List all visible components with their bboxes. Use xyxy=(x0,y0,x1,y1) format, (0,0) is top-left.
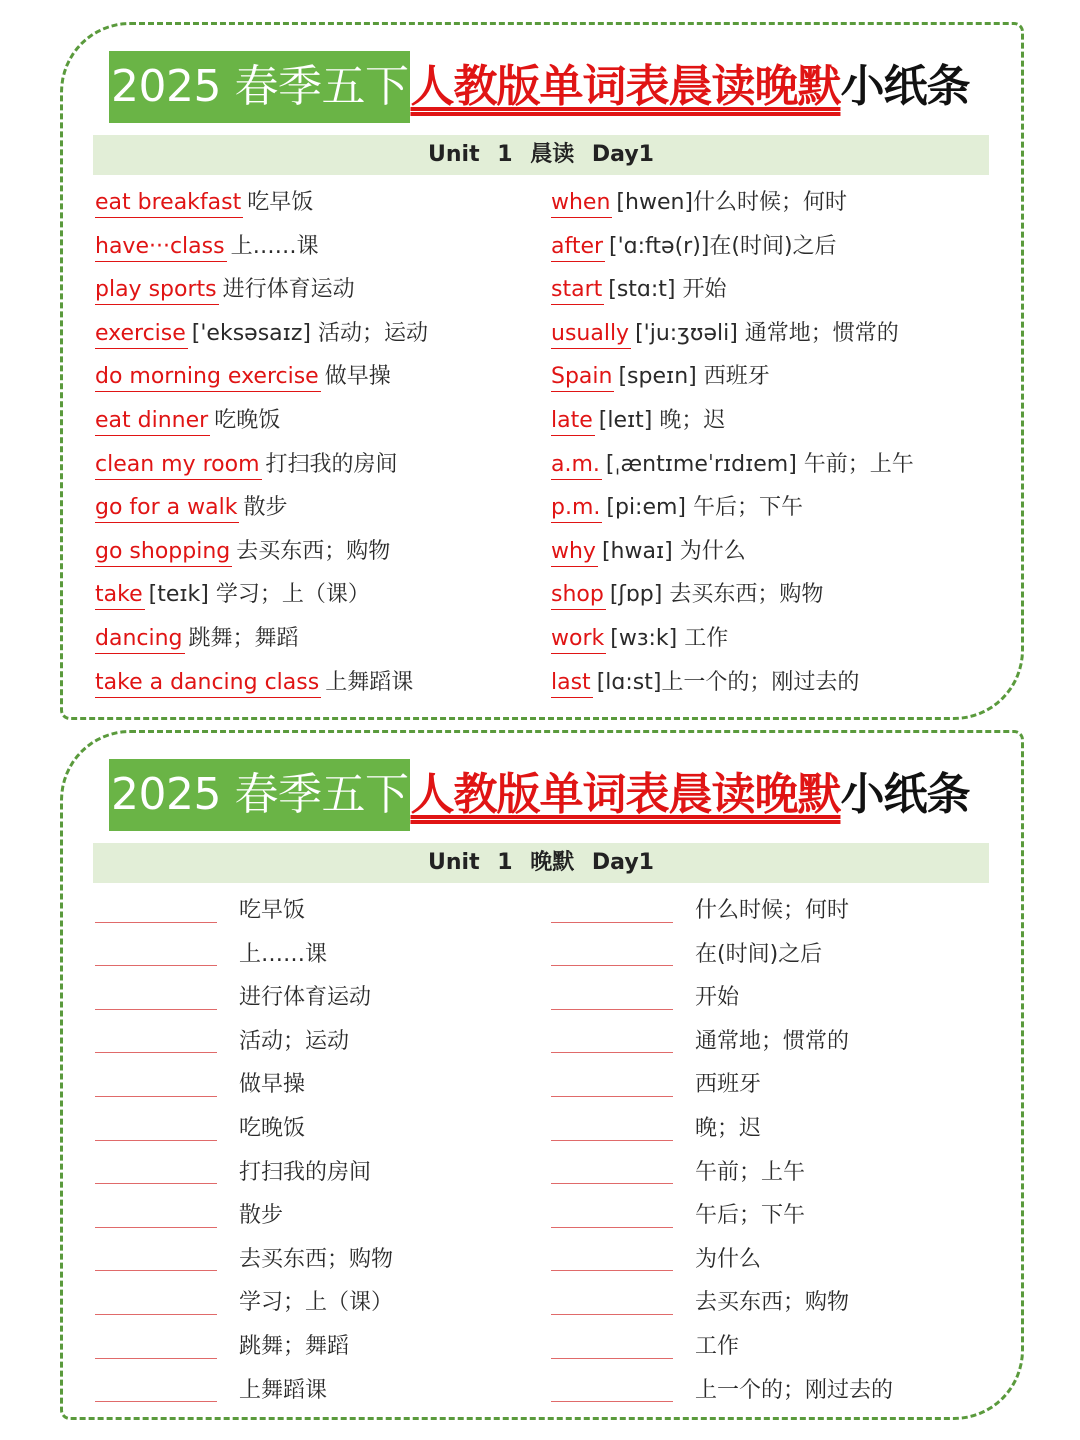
answer-blank[interactable] xyxy=(95,1118,217,1141)
answer-blank[interactable] xyxy=(551,1292,673,1315)
english-word: why xyxy=(551,538,598,567)
dictation-row xyxy=(95,1373,327,1409)
meaning-text: 上一个的；刚过去的 xyxy=(695,1377,894,1403)
meaning-text: 晚；迟 xyxy=(695,1116,762,1141)
vocab-row xyxy=(551,316,899,352)
dictation-row xyxy=(95,1155,371,1191)
dictation-row xyxy=(551,1242,761,1278)
vocab-row xyxy=(95,359,391,395)
dictation-row xyxy=(95,1285,393,1321)
answer-blank[interactable] xyxy=(551,1074,673,1097)
dictation-row xyxy=(551,893,849,929)
dictation-row xyxy=(95,937,327,973)
title-black-part: 小纸条 xyxy=(840,61,970,112)
english-word: work xyxy=(551,625,606,654)
title-red-part: 人教版单词表晨读晚默 xyxy=(410,61,841,112)
meaning-text: 吃晚饭 xyxy=(239,1116,306,1141)
english-word: eat breakfast xyxy=(95,189,243,218)
answer-blank[interactable] xyxy=(95,900,217,923)
answer-blank[interactable] xyxy=(95,1379,217,1402)
meaning-text: 午后；下午 xyxy=(695,1203,806,1229)
english-word: late xyxy=(551,407,595,436)
answer-blank[interactable] xyxy=(95,1074,217,1097)
meaning-text: 午前；上午 xyxy=(695,1159,806,1185)
vocab-row xyxy=(95,577,370,613)
english-word: take xyxy=(95,581,145,610)
answer-blank[interactable] xyxy=(95,1161,217,1184)
meaning-text: 进行体育运动 xyxy=(222,277,355,303)
english-word: go shopping xyxy=(95,538,232,567)
vocab-row xyxy=(95,185,313,221)
answer-blank[interactable] xyxy=(551,1205,673,1228)
meaning-text: 在(时间)之后 xyxy=(695,941,823,967)
english-word: eat dinner xyxy=(95,407,210,436)
meaning-text: 上舞蹈课 xyxy=(325,669,414,695)
meaning-text: 跳舞；舞蹈 xyxy=(188,626,299,651)
vocab-row xyxy=(551,490,803,526)
meaning-text: 进行体育运动 xyxy=(239,985,372,1011)
vocab-row xyxy=(95,316,428,352)
meaning-text: 上……课 xyxy=(230,233,319,259)
answer-blank[interactable] xyxy=(551,1379,673,1402)
answer-blank[interactable] xyxy=(551,1161,673,1184)
dictation-row xyxy=(551,980,739,1016)
evening-dictation-card xyxy=(60,730,1024,1420)
answer-blank[interactable] xyxy=(551,987,673,1010)
dictation-row xyxy=(551,1373,893,1409)
meaning-text: 通常地；惯常的 xyxy=(695,1028,850,1054)
english-word: when xyxy=(551,189,612,218)
unit-band: Unit 1 晚默 Day1 xyxy=(93,843,989,883)
vocab-row xyxy=(551,403,725,439)
answer-blank[interactable] xyxy=(95,1205,217,1228)
dictation-row xyxy=(551,1111,761,1147)
dictation-row xyxy=(95,1024,349,1060)
title-green-part: 2025 春季五下 xyxy=(109,759,410,831)
meaning-text: ['ju:ʒʊəli] 通常地；惯常的 xyxy=(635,320,899,346)
meaning-text: ['eksəsaɪz] 活动；运动 xyxy=(191,320,428,346)
vocab-row xyxy=(95,490,287,526)
dictation-row xyxy=(95,980,371,1016)
meaning-text: 学习；上（课） xyxy=(239,1290,394,1316)
vocab-row xyxy=(551,577,823,613)
english-word: start xyxy=(551,276,604,305)
meaning-text: 上……课 xyxy=(239,941,328,967)
english-word: clean my room xyxy=(95,451,262,480)
meaning-text: [ˌæntɪmeˈrɪdɪem] 午前；上午 xyxy=(605,451,914,477)
english-word: have···class xyxy=(95,233,227,262)
title-red-part: 人教版单词表晨读晚默 xyxy=(410,769,841,820)
vocab-row xyxy=(551,621,728,657)
answer-blank[interactable] xyxy=(551,1336,673,1359)
english-word: p.m. xyxy=(551,494,602,523)
card-title xyxy=(109,51,989,123)
meaning-text: 散步 xyxy=(239,1203,284,1229)
meaning-text: 活动；运动 xyxy=(239,1028,350,1054)
dictation-row xyxy=(95,1242,393,1278)
meaning-text: 散步 xyxy=(243,495,288,521)
english-word: do morning exercise xyxy=(95,363,321,392)
meaning-text: [ʃɒp] 去买东西；购物 xyxy=(609,582,824,608)
meaning-text: [speɪn] 西班牙 xyxy=(618,364,770,390)
meaning-text: 什么时候；何时 xyxy=(695,898,850,923)
answer-blank[interactable] xyxy=(551,1118,673,1141)
meaning-text: [hwaɪ] 为什么 xyxy=(601,538,746,564)
meaning-text: 上舞蹈课 xyxy=(239,1377,328,1403)
english-word: play sports xyxy=(95,276,219,305)
meaning-text: 做早操 xyxy=(324,364,391,390)
vocab-row xyxy=(551,185,847,221)
answer-blank[interactable] xyxy=(95,987,217,1010)
dictation-row xyxy=(551,1024,849,1060)
vocab-row xyxy=(95,229,319,265)
english-word: exercise xyxy=(95,320,188,349)
meaning-text: 打扫我的房间 xyxy=(239,1159,372,1185)
meaning-text: [lɑ:st]上一个的；刚过去的 xyxy=(596,669,860,695)
vocab-row xyxy=(95,272,355,308)
vocab-row xyxy=(551,359,770,395)
dictation-row xyxy=(551,937,822,973)
answer-blank[interactable] xyxy=(551,943,673,966)
title-green-part: 2025 春季五下 xyxy=(109,51,410,123)
meaning-text: 吃早饭 xyxy=(247,190,314,215)
meaning-text: 为什么 xyxy=(695,1246,762,1272)
answer-blank[interactable] xyxy=(95,1336,217,1359)
dictation-row xyxy=(95,1111,305,1147)
answer-blank[interactable] xyxy=(551,1248,673,1271)
answer-blank[interactable] xyxy=(95,1248,217,1271)
dictation-row xyxy=(551,1329,739,1365)
english-word: a.m. xyxy=(551,451,602,480)
english-word: go for a walk xyxy=(95,494,239,523)
answer-blank[interactable] xyxy=(551,900,673,923)
vocab-row xyxy=(95,534,390,570)
dictation-row xyxy=(551,1285,849,1321)
vocab-row xyxy=(551,229,837,265)
meaning-text: [stɑ:t] 开始 xyxy=(608,277,727,303)
answer-blank[interactable] xyxy=(95,1030,217,1053)
vocab-row xyxy=(95,447,398,483)
meaning-text: [hwen]什么时候；何时 xyxy=(616,190,848,215)
vocab-row xyxy=(95,621,299,657)
dictation-row xyxy=(551,1155,805,1191)
morning-reading-card xyxy=(60,22,1024,720)
card-title xyxy=(109,759,989,831)
vocab-row xyxy=(551,534,746,570)
meaning-text: [pi:em] 午后；下午 xyxy=(606,495,804,521)
meaning-text: 去买东西；购物 xyxy=(695,1290,850,1316)
meaning-text: 跳舞；舞蹈 xyxy=(239,1334,350,1359)
vocab-row xyxy=(551,272,727,308)
english-word: shop xyxy=(551,581,606,610)
meaning-text: [leɪt] 晚；迟 xyxy=(598,408,726,433)
meaning-text: ['ɑ:ftə(r)]在(时间)之后 xyxy=(609,233,837,259)
meaning-text: [teɪk] 学习；上（课） xyxy=(148,582,370,608)
meaning-text: [wɜ:k] 工作 xyxy=(610,626,729,651)
meaning-text: 西班牙 xyxy=(695,1072,762,1098)
answer-blank[interactable] xyxy=(95,1292,217,1315)
title-black-part: 小纸条 xyxy=(840,769,970,820)
english-word: after xyxy=(551,233,605,262)
meaning-text: 去买东西；购物 xyxy=(236,538,391,564)
meaning-text: 开始 xyxy=(695,985,740,1011)
english-word: Spain xyxy=(551,363,614,392)
vocab-row xyxy=(95,665,413,701)
english-word: usually xyxy=(551,320,631,349)
meaning-text: 做早操 xyxy=(239,1072,306,1098)
unit-band: Unit 1 晨读 Day1 xyxy=(93,135,989,175)
dictation-row xyxy=(551,1067,761,1103)
english-word: take a dancing class xyxy=(95,669,321,698)
dictation-row xyxy=(95,893,305,929)
meaning-text: 去买东西；购物 xyxy=(239,1246,394,1272)
dictation-row xyxy=(95,1067,305,1103)
answer-blank[interactable] xyxy=(95,943,217,966)
answer-blank[interactable] xyxy=(551,1030,673,1053)
vocab-row xyxy=(551,447,914,483)
vocab-row xyxy=(95,403,280,439)
meaning-text: 吃晚饭 xyxy=(214,408,281,433)
meaning-text: 打扫我的房间 xyxy=(265,451,398,477)
meaning-text: 吃早饭 xyxy=(239,898,306,923)
vocab-row xyxy=(551,665,859,701)
dictation-row xyxy=(551,1198,805,1234)
dictation-row xyxy=(95,1329,349,1365)
meaning-text: 工作 xyxy=(695,1334,740,1359)
english-word: dancing xyxy=(95,625,185,654)
dictation-row xyxy=(95,1198,283,1234)
english-word: last xyxy=(551,669,593,698)
